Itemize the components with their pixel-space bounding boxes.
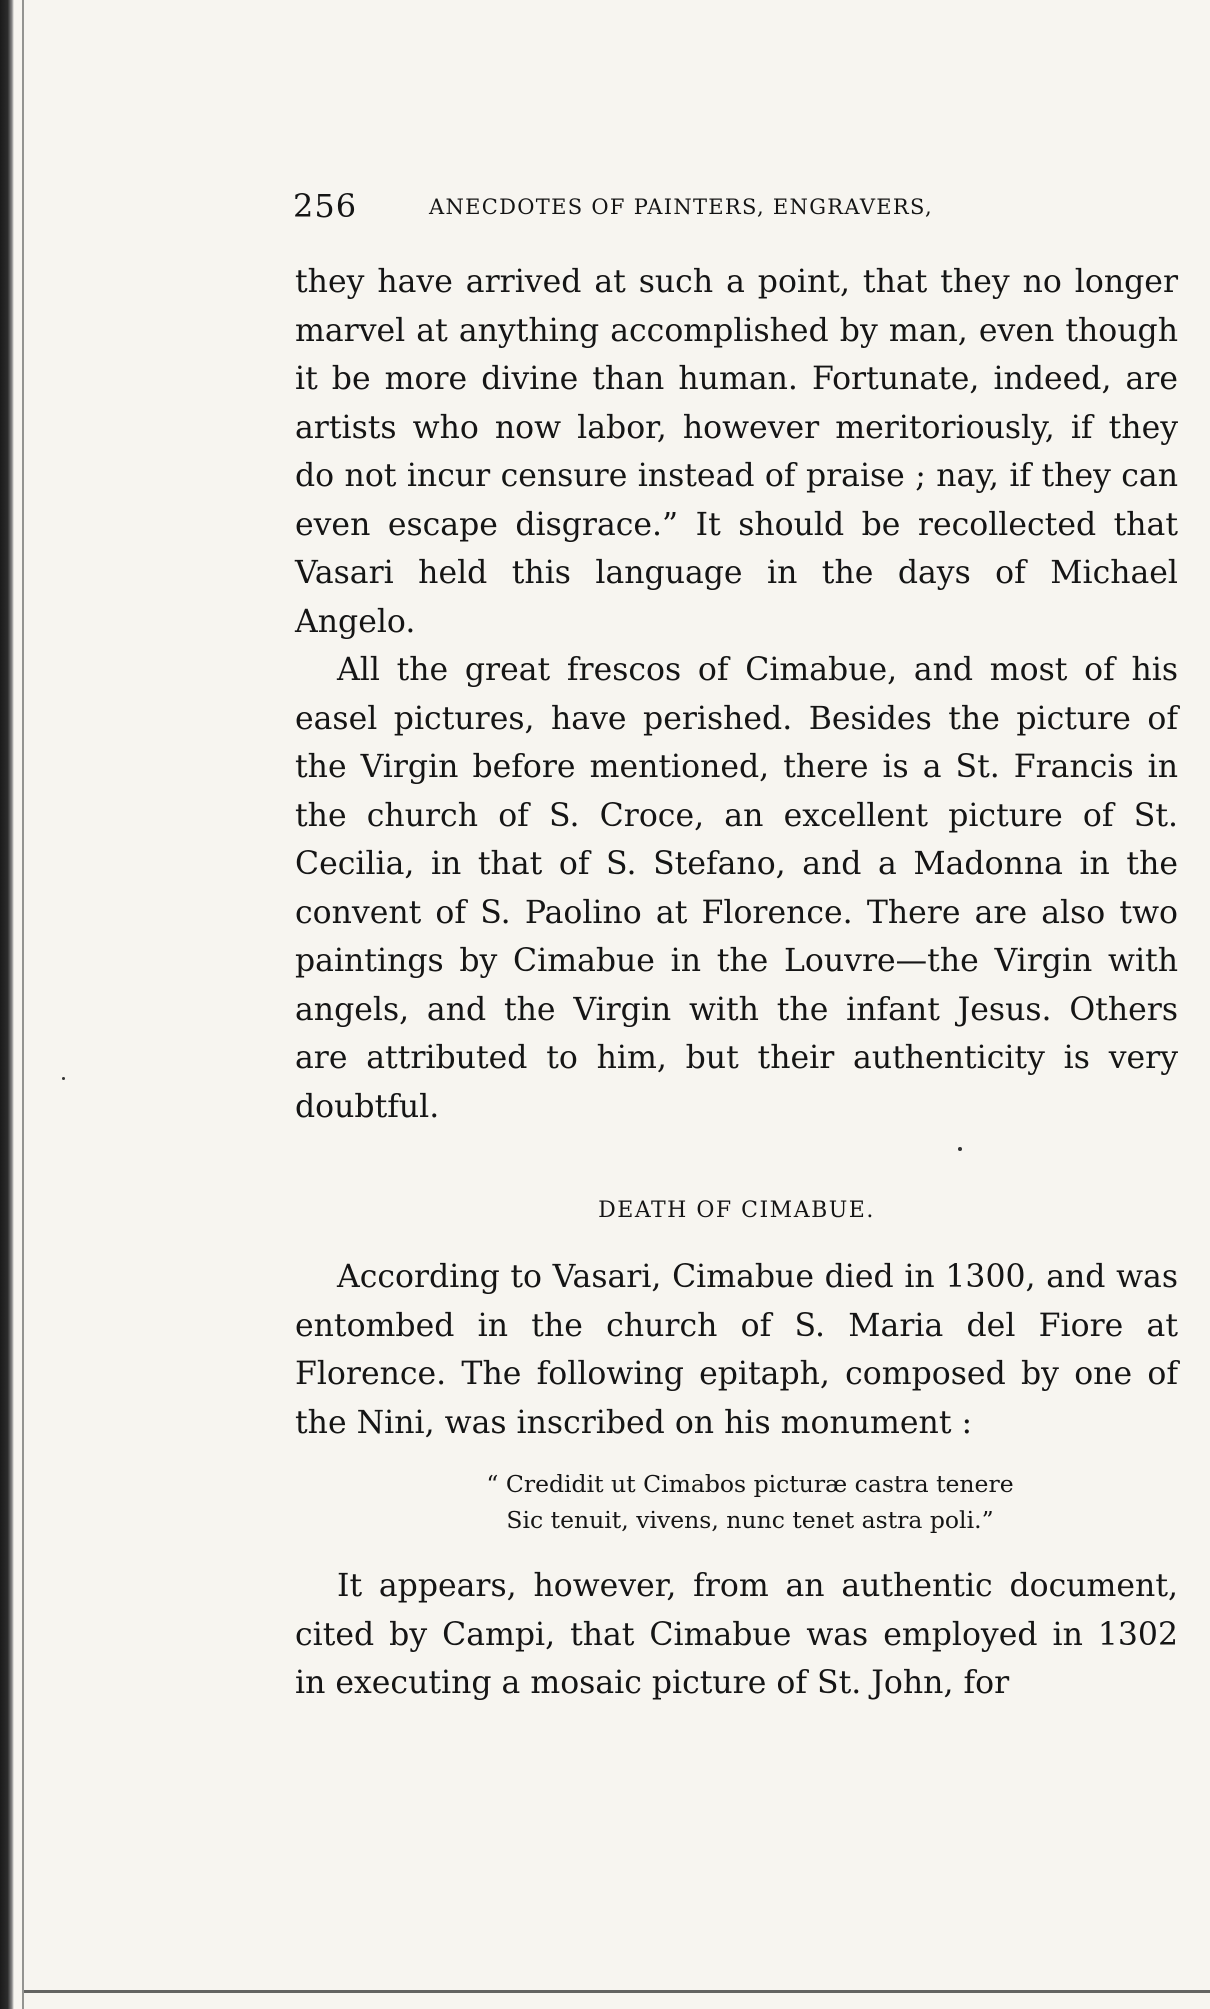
epitaph-quote [440, 1466, 1060, 1538]
page-number: 256 [293, 187, 358, 225]
paragraph-death: According to Vasari, Cimabue died in 1300, and was entombed in the church of S. Maria del Fiore at Florence. The following epitaph, composed by one of the Nini, was inscribed on his monument : [295, 1259, 1178, 1441]
binding-edge-line [22, 0, 24, 2009]
page-header [293, 186, 1183, 226]
epitaph-line-2: Sic tenuit, vivens, nunc tenet astra poli.” [506, 1506, 994, 1534]
paragraph-document: It appears, however, from an authentic document, cited by Campi, that Cimabue was employed in 1302 in executing a mosaic picture of St. John, for [295, 1568, 1178, 1701]
epitaph-line-1: “ Credidit ut Cimabos picturæ castra tenere [486, 1470, 1014, 1498]
book-binding-shadow [0, 0, 14, 2009]
paragraph-frescos: All the great frescos of Cimabue, and most of his easel pictures, have perished. Besides the picture of the Virgin before mentioned, there is a St. Francis in the church of S. Croce, an excellent picture of St. Cecilia, in that of S. Stefano, and a Madonna in the convent of S. Paolino at Florence. There are also two paintings by Cimabue in the Louvre—the Virgin with angels, and the Virgin with the infant Jesus. Others are attributed to him, but their authenticity is very doubtful. [295, 652, 1178, 1125]
paragraph-continuation: they have arrived at such a point, that they no longer marvel at anything accomplished by man, even though it be more divine than human. Fortunate, indeed, are artists who now labor, however meritoriously, if they do not incur censure instead of praise ; nay, if they can even escape disgrace.” It should be recollected that Vasari held this language in the days of Michael Angelo. [295, 264, 1178, 640]
print-speck [62, 1077, 65, 1080]
section-heading: DEATH OF CIMABUE. [598, 1198, 875, 1223]
print-speck [958, 1147, 962, 1151]
running-title: ANECDOTES OF PAINTERS, ENGRAVERS, [429, 195, 933, 219]
page-bottom-edge [24, 1990, 1210, 1993]
